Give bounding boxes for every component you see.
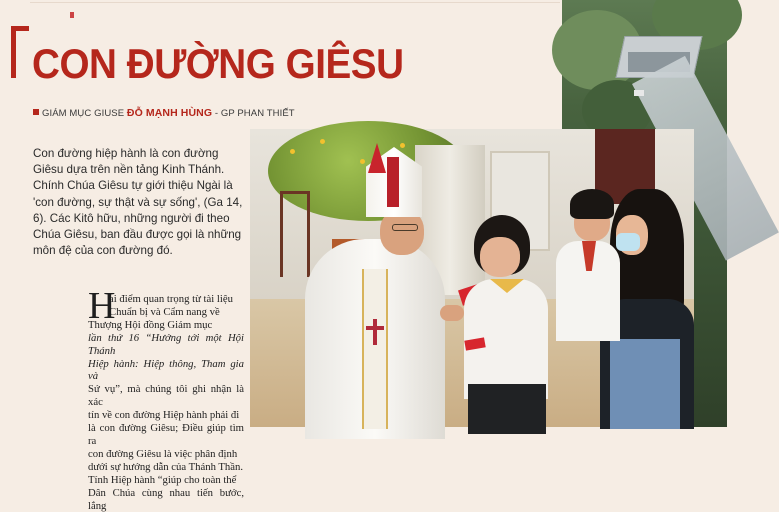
blossom xyxy=(400,143,405,148)
glasses xyxy=(392,224,418,231)
top-mark xyxy=(70,12,74,18)
byline-square-icon xyxy=(33,109,39,115)
cross-icon xyxy=(366,319,384,345)
mitre-band xyxy=(387,157,399,207)
body-line: lần thứ 16 “Hướng tới một Hội Thánh xyxy=(88,331,244,357)
byline xyxy=(33,107,295,119)
bishop-hand xyxy=(440,305,464,321)
body-line: Chuẩn bị và Cẩm nang về xyxy=(109,305,220,318)
body-line: ai điểm quan trọng từ tài liệu xyxy=(109,293,233,305)
body-line: dưới sự hướng dẫn của Thánh Thần. xyxy=(88,460,244,473)
article-body xyxy=(88,293,244,512)
blossom xyxy=(360,159,365,164)
drop-cap: H xyxy=(88,285,116,327)
chair xyxy=(280,191,310,277)
article-photo xyxy=(250,129,694,427)
body-line: tín về con đường Hiệp hành phải đi xyxy=(88,409,240,422)
byline-author: ĐỖ MẠNH HÙNG xyxy=(126,107,213,119)
blossom xyxy=(290,149,295,154)
face-mask xyxy=(616,233,640,251)
top-rule xyxy=(30,2,560,3)
body-line: là con đường Giêsu; Điều giúp tìm ra xyxy=(88,422,244,447)
article-lead: Con đường hiệp hành là con đường Giêsu dựa trên nền tảng Kinh Thánh. Chính Chúa Giêsu tự giới thiệu Ngài là 'con đường, sự thật và sự sống', (Ga 14, 6). Các Kitô hữu, những người đi theo Chúa Giêsu, ban đầu được gọi là những môn đệ của con đường đó. xyxy=(33,147,243,258)
body-line: Tính Hiệp hành “giúp cho toàn thể xyxy=(88,473,237,486)
blossom xyxy=(320,139,325,144)
byline-role: GIÁM MỤC GIUSE xyxy=(42,108,125,119)
body-line: Dân Chúa cùng nhau tiến bước, lắng xyxy=(88,486,244,512)
body-line: Thượng Hội đồng Giám mục xyxy=(88,318,213,331)
student-face xyxy=(480,237,520,277)
body-line: con đường Giêsu là việc phân định xyxy=(88,447,238,460)
body-line: Hiệp hành: Hiệp thông, Tham gia và xyxy=(88,357,244,383)
bishop-stole xyxy=(362,269,388,429)
article-title: CON ĐƯỜNG GIÊSU xyxy=(32,40,404,87)
car xyxy=(634,90,644,96)
body-line: Sứ vụ”, mà chúng tôi ghi nhận là xác xyxy=(88,383,244,409)
student-overalls xyxy=(610,339,680,429)
title-bracket xyxy=(11,26,29,78)
student-hair xyxy=(570,189,614,219)
student-skirt xyxy=(468,384,546,434)
byline-diocese: - GP PHAN THIẾT xyxy=(214,108,295,119)
